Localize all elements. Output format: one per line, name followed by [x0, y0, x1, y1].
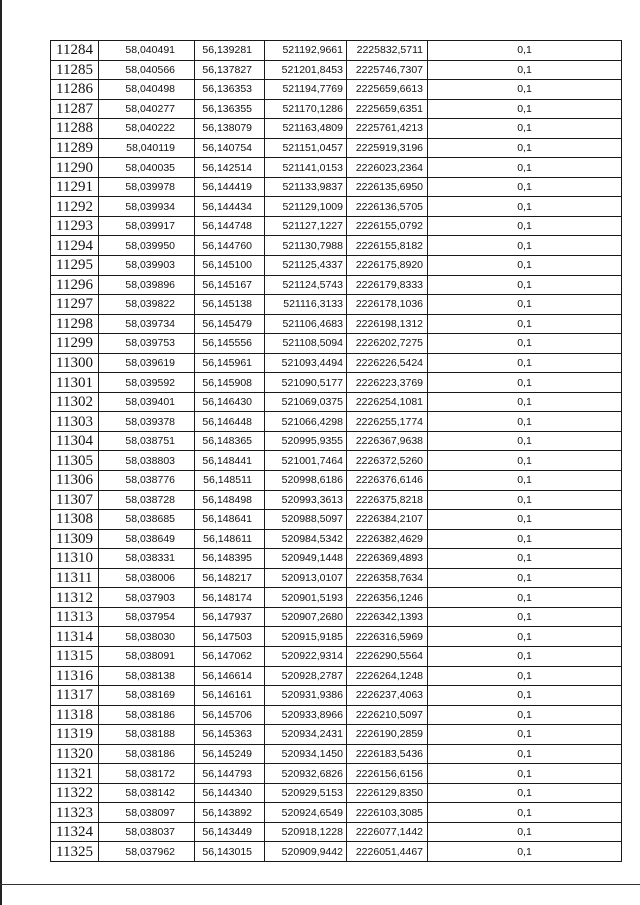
longitude-cell: 56,146161 [195, 686, 265, 706]
y-coordinate-cell: 2226136,5705 [347, 197, 428, 217]
error-cell: 0,1 [428, 705, 622, 725]
table-row [51, 666, 622, 686]
table-row [51, 41, 622, 61]
point-number-cell: 11287 [51, 99, 99, 119]
y-coordinate-cell: 2226237,4063 [347, 686, 428, 706]
error-cell: 0,1 [428, 295, 622, 315]
y-coordinate-cell: 2225832,5711 [347, 41, 428, 61]
longitude-cell: 56,146430 [195, 392, 265, 412]
error-cell: 0,1 [428, 41, 622, 61]
error-cell: 0,1 [428, 158, 622, 178]
error-cell: 0,1 [428, 373, 622, 393]
x-coordinate-cell: 520949,1448 [265, 549, 347, 569]
table-row [51, 197, 622, 217]
table-row [51, 529, 622, 549]
x-coordinate-cell: 520918,1228 [265, 822, 347, 842]
longitude-cell: 56,148511 [195, 471, 265, 491]
point-number-cell: 11300 [51, 353, 99, 373]
latitude-cell: 58,037962 [99, 842, 195, 862]
error-cell: 0,1 [428, 451, 622, 471]
longitude-cell: 56,145961 [195, 353, 265, 373]
page-bottom-rule [0, 884, 640, 885]
x-coordinate-cell: 521108,5094 [265, 334, 347, 354]
table-row [51, 353, 622, 373]
table-row [51, 275, 622, 295]
y-coordinate-cell: 2225659,6613 [347, 80, 428, 100]
x-coordinate-cell: 520928,2787 [265, 666, 347, 686]
table-row [51, 822, 622, 842]
point-number-cell: 11305 [51, 451, 99, 471]
point-number-cell: 11307 [51, 490, 99, 510]
table-row [51, 764, 622, 784]
latitude-cell: 58,038138 [99, 666, 195, 686]
x-coordinate-cell: 521116,3133 [265, 295, 347, 315]
error-cell: 0,1 [428, 725, 622, 745]
y-coordinate-cell: 2226226,5424 [347, 353, 428, 373]
x-coordinate-cell: 521170,1286 [265, 99, 347, 119]
error-cell: 0,1 [428, 666, 622, 686]
longitude-cell: 56,147937 [195, 607, 265, 627]
table-row [51, 549, 622, 569]
point-number-cell: 11324 [51, 822, 99, 842]
point-number-cell: 11306 [51, 471, 99, 491]
error-cell: 0,1 [428, 549, 622, 569]
y-coordinate-cell: 2226210,5097 [347, 705, 428, 725]
y-coordinate-cell: 2226290,5564 [347, 646, 428, 666]
y-coordinate-cell: 2226190,2859 [347, 725, 428, 745]
latitude-cell: 58,038186 [99, 705, 195, 725]
x-coordinate-cell: 521194,7769 [265, 80, 347, 100]
x-coordinate-cell: 520984,5342 [265, 529, 347, 549]
error-cell: 0,1 [428, 490, 622, 510]
latitude-cell: 58,038685 [99, 510, 195, 530]
table-row [51, 510, 622, 530]
error-cell: 0,1 [428, 842, 622, 862]
point-number-cell: 11284 [51, 41, 99, 61]
table-row [51, 431, 622, 451]
x-coordinate-cell: 520907,2680 [265, 607, 347, 627]
y-coordinate-cell: 2226051,4467 [347, 842, 428, 862]
x-coordinate-cell: 521127,1227 [265, 216, 347, 236]
longitude-cell: 56,143449 [195, 822, 265, 842]
latitude-cell: 58,038169 [99, 686, 195, 706]
point-number-cell: 11317 [51, 686, 99, 706]
table-row [51, 803, 622, 823]
point-number-cell: 11302 [51, 392, 99, 412]
error-cell: 0,1 [428, 529, 622, 549]
table-row [51, 471, 622, 491]
table-row [51, 334, 622, 354]
latitude-cell: 58,038172 [99, 764, 195, 784]
error-cell: 0,1 [428, 275, 622, 295]
y-coordinate-cell: 2226342,1393 [347, 607, 428, 627]
x-coordinate-cell: 521133,9837 [265, 177, 347, 197]
error-cell: 0,1 [428, 99, 622, 119]
error-cell: 0,1 [428, 646, 622, 666]
x-coordinate-cell: 521001,7464 [265, 451, 347, 471]
error-cell: 0,1 [428, 686, 622, 706]
latitude-cell: 58,039950 [99, 236, 195, 256]
y-coordinate-cell: 2226179,8333 [347, 275, 428, 295]
point-number-cell: 11293 [51, 216, 99, 236]
point-number-cell: 11322 [51, 783, 99, 803]
latitude-cell: 58,040566 [99, 60, 195, 80]
coordinates-table [50, 40, 622, 862]
point-number-cell: 11309 [51, 529, 99, 549]
latitude-cell: 58,040277 [99, 99, 195, 119]
latitude-cell: 58,040498 [99, 80, 195, 100]
table-row [51, 490, 622, 510]
longitude-cell: 56,139281 [195, 41, 265, 61]
point-number-cell: 11310 [51, 549, 99, 569]
longitude-cell: 56,148498 [195, 490, 265, 510]
latitude-cell: 58,038776 [99, 471, 195, 491]
point-number-cell: 11315 [51, 646, 99, 666]
latitude-cell: 58,037903 [99, 588, 195, 608]
y-coordinate-cell: 2225659,6351 [347, 99, 428, 119]
latitude-cell: 58,040491 [99, 41, 195, 61]
table-row [51, 607, 622, 627]
y-coordinate-cell: 2226384,2107 [347, 510, 428, 530]
error-cell: 0,1 [428, 412, 622, 432]
latitude-cell: 58,039903 [99, 256, 195, 276]
latitude-cell: 58,039896 [99, 275, 195, 295]
error-cell: 0,1 [428, 822, 622, 842]
x-coordinate-cell: 521124,5743 [265, 275, 347, 295]
latitude-cell: 58,038030 [99, 627, 195, 647]
x-coordinate-cell: 520932,6826 [265, 764, 347, 784]
x-coordinate-cell: 520915,9185 [265, 627, 347, 647]
longitude-cell: 56,148641 [195, 510, 265, 530]
x-coordinate-cell: 521093,4494 [265, 353, 347, 373]
table-row [51, 568, 622, 588]
x-coordinate-cell: 521141,0153 [265, 158, 347, 178]
y-coordinate-cell: 2226202,7275 [347, 334, 428, 354]
x-coordinate-cell: 520993,3613 [265, 490, 347, 510]
point-number-cell: 11289 [51, 138, 99, 158]
table-row [51, 119, 622, 139]
x-coordinate-cell: 520929,5153 [265, 783, 347, 803]
error-cell: 0,1 [428, 334, 622, 354]
point-number-cell: 11308 [51, 510, 99, 530]
x-coordinate-cell: 520901,5193 [265, 588, 347, 608]
point-number-cell: 11313 [51, 607, 99, 627]
latitude-cell: 58,038142 [99, 783, 195, 803]
table-row [51, 392, 622, 412]
x-coordinate-cell: 520934,2431 [265, 725, 347, 745]
longitude-cell: 56,144760 [195, 236, 265, 256]
point-number-cell: 11286 [51, 80, 99, 100]
latitude-cell: 58,037954 [99, 607, 195, 627]
error-cell: 0,1 [428, 607, 622, 627]
longitude-cell: 56,137827 [195, 60, 265, 80]
longitude-cell: 56,140754 [195, 138, 265, 158]
x-coordinate-cell: 520934,1450 [265, 744, 347, 764]
point-number-cell: 11319 [51, 725, 99, 745]
error-cell: 0,1 [428, 60, 622, 80]
y-coordinate-cell: 2226135,6950 [347, 177, 428, 197]
longitude-cell: 56,148217 [195, 568, 265, 588]
error-cell: 0,1 [428, 314, 622, 334]
point-number-cell: 11295 [51, 256, 99, 276]
table-row [51, 744, 622, 764]
point-number-cell: 11298 [51, 314, 99, 334]
y-coordinate-cell: 2226375,8218 [347, 490, 428, 510]
error-cell: 0,1 [428, 783, 622, 803]
longitude-cell: 56,142514 [195, 158, 265, 178]
x-coordinate-cell: 521163,4809 [265, 119, 347, 139]
longitude-cell: 56,145479 [195, 314, 265, 334]
point-number-cell: 11304 [51, 431, 99, 451]
error-cell: 0,1 [428, 197, 622, 217]
x-coordinate-cell: 520922,9314 [265, 646, 347, 666]
table-row [51, 158, 622, 178]
error-cell: 0,1 [428, 353, 622, 373]
latitude-cell: 58,039378 [99, 412, 195, 432]
latitude-cell: 58,038188 [99, 725, 195, 745]
y-coordinate-cell: 2226103,3085 [347, 803, 428, 823]
error-cell: 0,1 [428, 256, 622, 276]
latitude-cell: 58,039934 [99, 197, 195, 217]
latitude-cell: 58,038097 [99, 803, 195, 823]
x-coordinate-cell: 521090,5177 [265, 373, 347, 393]
point-number-cell: 11320 [51, 744, 99, 764]
point-number-cell: 11299 [51, 334, 99, 354]
x-coordinate-cell: 521201,8453 [265, 60, 347, 80]
y-coordinate-cell: 2226198,1312 [347, 314, 428, 334]
longitude-cell: 56,144419 [195, 177, 265, 197]
point-number-cell: 11288 [51, 119, 99, 139]
latitude-cell: 58,038331 [99, 549, 195, 569]
y-coordinate-cell: 2226178,1036 [347, 295, 428, 315]
point-number-cell: 11321 [51, 764, 99, 784]
longitude-cell: 56,145908 [195, 373, 265, 393]
longitude-cell: 56,145249 [195, 744, 265, 764]
table-row [51, 783, 622, 803]
x-coordinate-cell: 521066,4298 [265, 412, 347, 432]
error-cell: 0,1 [428, 588, 622, 608]
longitude-cell: 56,148611 [195, 529, 265, 549]
error-cell: 0,1 [428, 568, 622, 588]
point-number-cell: 11314 [51, 627, 99, 647]
longitude-cell: 56,136353 [195, 80, 265, 100]
y-coordinate-cell: 2226155,0792 [347, 216, 428, 236]
longitude-cell: 56,143892 [195, 803, 265, 823]
y-coordinate-cell: 2226223,3769 [347, 373, 428, 393]
point-number-cell: 11301 [51, 373, 99, 393]
point-number-cell: 11323 [51, 803, 99, 823]
latitude-cell: 58,039753 [99, 334, 195, 354]
y-coordinate-cell: 2226369,4893 [347, 549, 428, 569]
table-row [51, 705, 622, 725]
y-coordinate-cell: 2226077,1442 [347, 822, 428, 842]
longitude-cell: 56,138079 [195, 119, 265, 139]
error-cell: 0,1 [428, 119, 622, 139]
scan-left-border [0, 0, 2, 905]
x-coordinate-cell: 520995,9355 [265, 431, 347, 451]
point-number-cell: 11312 [51, 588, 99, 608]
latitude-cell: 58,038037 [99, 822, 195, 842]
y-coordinate-cell: 2226156,6156 [347, 764, 428, 784]
y-coordinate-cell: 2226155,8182 [347, 236, 428, 256]
latitude-cell: 58,040035 [99, 158, 195, 178]
error-cell: 0,1 [428, 392, 622, 412]
longitude-cell: 56,144340 [195, 783, 265, 803]
error-cell: 0,1 [428, 177, 622, 197]
table-row [51, 60, 622, 80]
table-row [51, 256, 622, 276]
point-number-cell: 11285 [51, 60, 99, 80]
longitude-cell: 56,143015 [195, 842, 265, 862]
error-cell: 0,1 [428, 510, 622, 530]
latitude-cell: 58,040119 [99, 138, 195, 158]
point-number-cell: 11316 [51, 666, 99, 686]
x-coordinate-cell: 520933,8966 [265, 705, 347, 725]
x-coordinate-cell: 521125,4337 [265, 256, 347, 276]
y-coordinate-cell: 2226376,6146 [347, 471, 428, 491]
table-row [51, 295, 622, 315]
x-coordinate-cell: 521192,9661 [265, 41, 347, 61]
x-coordinate-cell: 520931,9386 [265, 686, 347, 706]
x-coordinate-cell: 520913,0107 [265, 568, 347, 588]
table-row [51, 80, 622, 100]
point-number-cell: 11290 [51, 158, 99, 178]
y-coordinate-cell: 2226367,9638 [347, 431, 428, 451]
longitude-cell: 56,145138 [195, 295, 265, 315]
point-number-cell: 11291 [51, 177, 99, 197]
longitude-cell: 56,144793 [195, 764, 265, 784]
latitude-cell: 58,039978 [99, 177, 195, 197]
y-coordinate-cell: 2226023,2364 [347, 158, 428, 178]
y-coordinate-cell: 2225761,4213 [347, 119, 428, 139]
longitude-cell: 56,146448 [195, 412, 265, 432]
error-cell: 0,1 [428, 627, 622, 647]
y-coordinate-cell: 2226255,1774 [347, 412, 428, 432]
y-coordinate-cell: 2225746,7307 [347, 60, 428, 80]
longitude-cell: 56,145363 [195, 725, 265, 745]
table-row [51, 236, 622, 256]
table-row [51, 686, 622, 706]
y-coordinate-cell: 2226358,7634 [347, 568, 428, 588]
table-row [51, 216, 622, 236]
y-coordinate-cell: 2226316,5969 [347, 627, 428, 647]
table-row [51, 646, 622, 666]
longitude-cell: 56,148365 [195, 431, 265, 451]
point-number-cell: 11296 [51, 275, 99, 295]
longitude-cell: 56,145100 [195, 256, 265, 276]
longitude-cell: 56,145556 [195, 334, 265, 354]
point-number-cell: 11325 [51, 842, 99, 862]
table-row [51, 314, 622, 334]
latitude-cell: 58,038091 [99, 646, 195, 666]
y-coordinate-cell: 2225919,3196 [347, 138, 428, 158]
latitude-cell: 58,039917 [99, 216, 195, 236]
error-cell: 0,1 [428, 236, 622, 256]
table-row [51, 138, 622, 158]
error-cell: 0,1 [428, 431, 622, 451]
longitude-cell: 56,144748 [195, 216, 265, 236]
table-row [51, 451, 622, 471]
error-cell: 0,1 [428, 138, 622, 158]
latitude-cell: 58,039401 [99, 392, 195, 412]
longitude-cell: 56,136355 [195, 99, 265, 119]
y-coordinate-cell: 2226175,8920 [347, 256, 428, 276]
longitude-cell: 56,147503 [195, 627, 265, 647]
x-coordinate-cell: 521129,1009 [265, 197, 347, 217]
x-coordinate-cell: 520924,6549 [265, 803, 347, 823]
table-row [51, 373, 622, 393]
x-coordinate-cell: 520988,5097 [265, 510, 347, 530]
error-cell: 0,1 [428, 216, 622, 236]
error-cell: 0,1 [428, 803, 622, 823]
longitude-cell: 56,146614 [195, 666, 265, 686]
point-number-cell: 11318 [51, 705, 99, 725]
latitude-cell: 58,038728 [99, 490, 195, 510]
table-row [51, 99, 622, 119]
x-coordinate-cell: 521151,0457 [265, 138, 347, 158]
y-coordinate-cell: 2226129,8350 [347, 783, 428, 803]
x-coordinate-cell: 521069,0375 [265, 392, 347, 412]
table-row [51, 177, 622, 197]
table-row [51, 588, 622, 608]
x-coordinate-cell: 520998,6186 [265, 471, 347, 491]
error-cell: 0,1 [428, 80, 622, 100]
x-coordinate-cell: 520909,9442 [265, 842, 347, 862]
latitude-cell: 58,039734 [99, 314, 195, 334]
latitude-cell: 58,039822 [99, 295, 195, 315]
x-coordinate-cell: 521130,7988 [265, 236, 347, 256]
error-cell: 0,1 [428, 744, 622, 764]
latitude-cell: 58,038803 [99, 451, 195, 471]
latitude-cell: 58,040222 [99, 119, 195, 139]
table-row [51, 842, 622, 862]
coordinates-table-body [51, 41, 622, 862]
point-number-cell: 11292 [51, 197, 99, 217]
table-row [51, 725, 622, 745]
table-row [51, 627, 622, 647]
latitude-cell: 58,039619 [99, 353, 195, 373]
point-number-cell: 11303 [51, 412, 99, 432]
x-coordinate-cell: 521106,4683 [265, 314, 347, 334]
error-cell: 0,1 [428, 471, 622, 491]
point-number-cell: 11297 [51, 295, 99, 315]
y-coordinate-cell: 2226356,1246 [347, 588, 428, 608]
longitude-cell: 56,144434 [195, 197, 265, 217]
point-number-cell: 11294 [51, 236, 99, 256]
y-coordinate-cell: 2226264,1248 [347, 666, 428, 686]
longitude-cell: 56,147062 [195, 646, 265, 666]
longitude-cell: 56,148441 [195, 451, 265, 471]
y-coordinate-cell: 2226382,4629 [347, 529, 428, 549]
longitude-cell: 56,148174 [195, 588, 265, 608]
point-number-cell: 11311 [51, 568, 99, 588]
latitude-cell: 58,038649 [99, 529, 195, 549]
error-cell: 0,1 [428, 764, 622, 784]
latitude-cell: 58,038006 [99, 568, 195, 588]
latitude-cell: 58,038186 [99, 744, 195, 764]
longitude-cell: 56,145706 [195, 705, 265, 725]
y-coordinate-cell: 2226183,5436 [347, 744, 428, 764]
y-coordinate-cell: 2226254,1081 [347, 392, 428, 412]
longitude-cell: 56,145167 [195, 275, 265, 295]
latitude-cell: 58,039592 [99, 373, 195, 393]
y-coordinate-cell: 2226372,5260 [347, 451, 428, 471]
table-row [51, 412, 622, 432]
latitude-cell: 58,038751 [99, 431, 195, 451]
longitude-cell: 56,148395 [195, 549, 265, 569]
